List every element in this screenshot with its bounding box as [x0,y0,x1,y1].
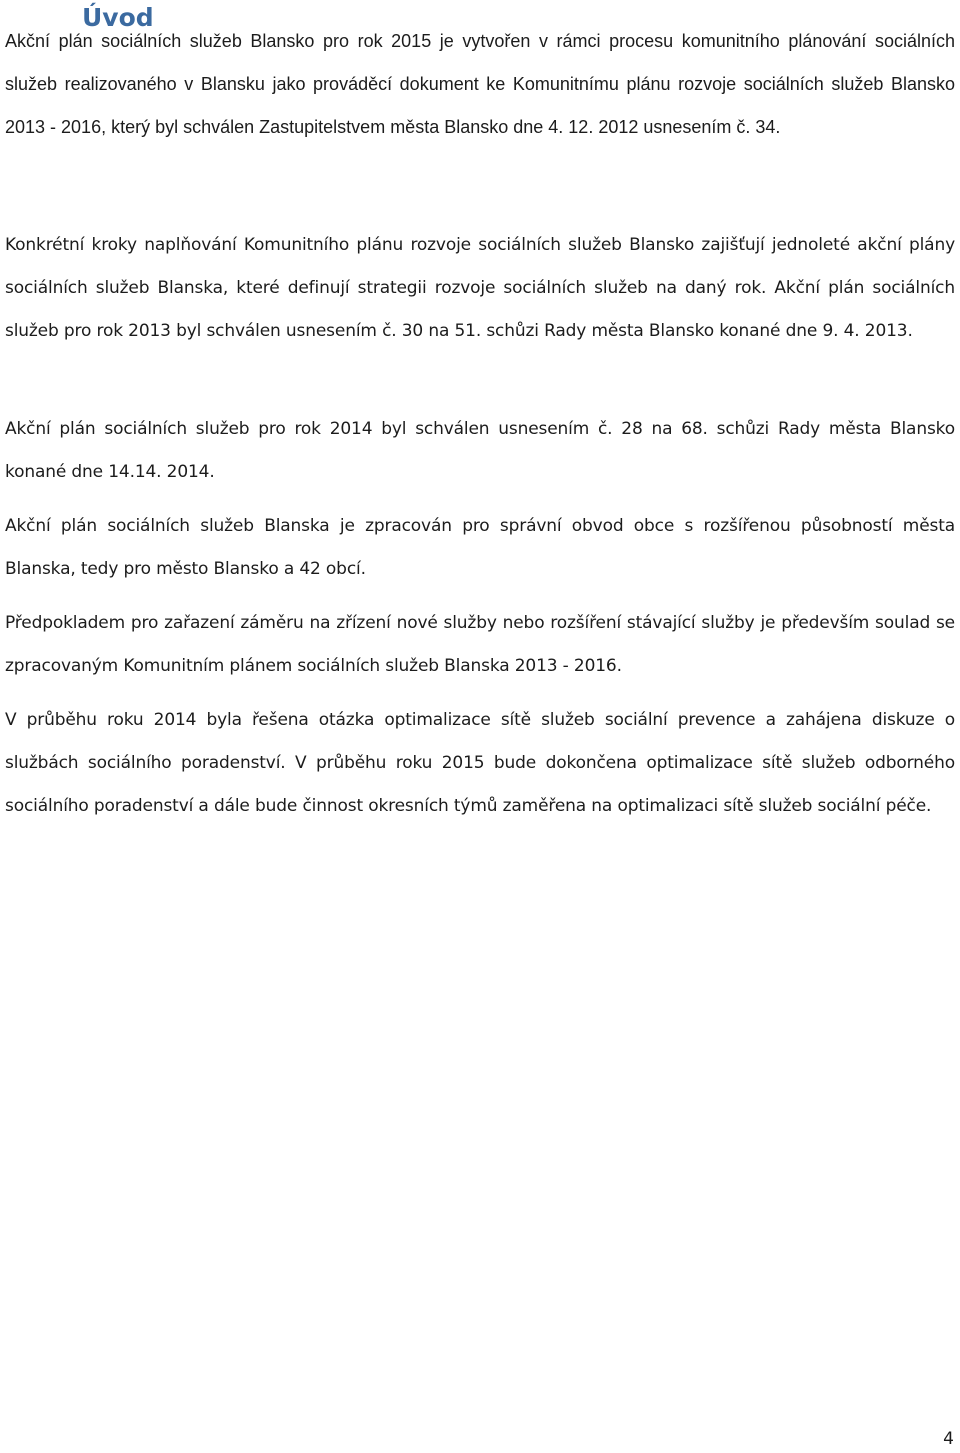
paragraph-optimization: V průběhu roku 2014 byla řešena otázka optimalizace sítě služeb sociální prevence a zahájena diskuze o službách sociálního poradenství. V průběhu roku 2015 bude dokončena optimalizace sítě služeb odborného sociálního poradenství a dále bude činnost okresních týmů zaměřena na optimalizaci sítě služeb sociální péče. [5,710,955,816]
section-heading: Úvod [82,3,154,32]
paragraph-scope: Akční plán sociálních služeb Blanska je zpracován pro správní obvod obce s rozšířenou působností města Blanska, tedy pro město Blansko a 42 obcí. [5,516,955,579]
paragraph-prerequisite: Předpokladem pro zařazení záměru na zřízení nové služby nebo rozšíření stávající služby je především soulad se zpracovaným Komunitním plánem sociálních služeb Blanska 2013 - 2016. [5,613,955,676]
page-number: 4 [943,1429,954,1449]
paragraph-concrete-steps: Konkrétní kroky naplňování Komunitního plánu rozvoje sociálních služeb Blansko zajišťují jednoleté akční plány sociálních služeb Blanska, které definují strategii rozvoje sociálních služeb na daný rok. Akční plán sociálních služeb pro rok 2013 byl schválen usnesením č. 30 na 51. schůzi Rady města Blansko konané dne 9. 4. 2013. [5,235,955,341]
paragraph-plan-2014: Akční plán sociálních služeb pro rok 2014 byl schválen usnesením č. 28 na 68. schůzi Rady města Blansko konané dne 14.14. 2014. [5,419,955,482]
paragraph-intro: Akční plán sociálních služeb Blansko pro rok 2015 je vytvořen v rámci procesu komunitního plánování sociálních služeb realizovaného v Blansku jako prováděcí dokument ke Komunitnímu plánu rozvoje sociálních služeb Blansko 2013 - 2016, který byl schválen Zastupitelstvem města Blansko dne 4. 12. 2012 usnesením č. 34. [5,31,955,137]
